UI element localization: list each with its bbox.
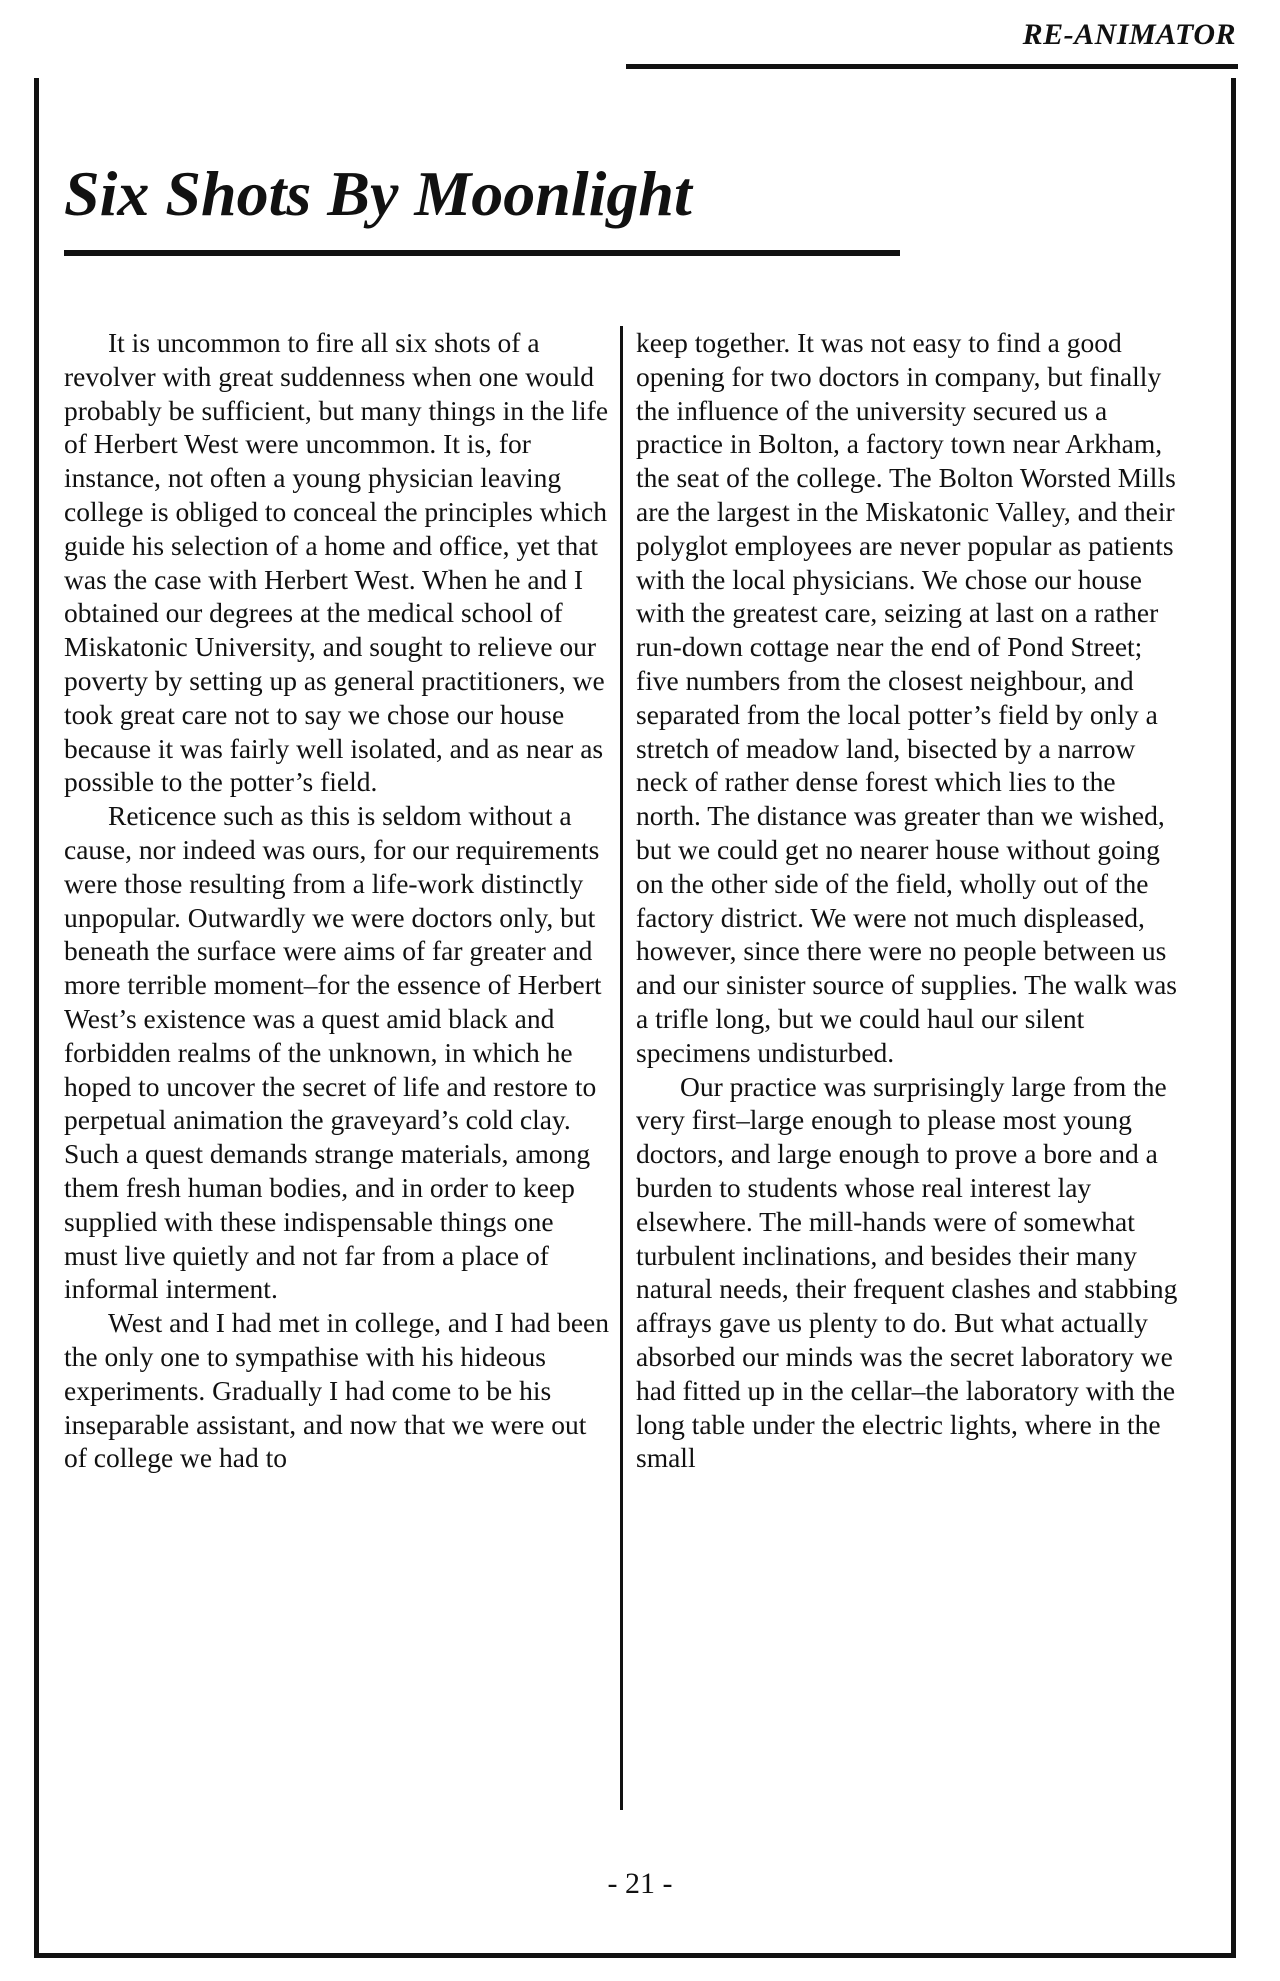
right-column — [636, 326, 1180, 1814]
paragraph: Our practice was surprisingly large from the very first–large enough to please most young doctors, and large enough to prove a bore and a burden to students whose real interest lay elsewhere. The mill-hands were of somewhat turbulent inclinations, and besides their many natural needs, their frequent clashes and stabbing affrays gave us plenty to do. But what actually absorbed our minds was the secret laboratory we had fitted up in the cellar–the laboratory with the long table under the electric lights, where in the small — [636, 1070, 1178, 1474]
paragraph: West and I had met in college, and I had been the only one to sympathise with his hideous experiments. Gradually I had come to be his inseparable assistant, and now that we were out of college we had to — [64, 1307, 610, 1474]
header-rule — [626, 64, 1238, 69]
paragraph: keep together. It was not easy to find a good opening for two doctors in company, but finally the influence of the university secured us a practice in Bolton, a factory town near Arkham, the seat of the college. The Bolton Worsted Mills are the largest in the Miskatonic Valley, and their polyglot employees are never popular as patients with the local physicians. We chose our house with the greatest care, seizing at last on a rather run-down cottage near the end of Pond Street; five numbers from the closest neighbour, and separated from the local potter’s field by only a stretch of meadow land, bisected by a narrow neck of rather dense forest which lies to the north. The distance was greater than we wished, but we could get no nearer house without going on the other side of the field, wholly out of the factory district. We were not much displeased, however, since there were no people between us and our sinister source of supplies. The walk was a trifle long, but we could haul our silent specimens undisturbed. — [636, 327, 1177, 1068]
title-underline — [64, 250, 900, 256]
paragraph: Reticence such as this is seldom without a cause, nor indeed was ours, for our requirements were those resulting from a life-work distinctly unpopular. Outwardly we were doctors only, but beneath the surface were aims of far greater and more terrible moment–for the essence of Herbert West’s existence was a quest amid black and forbidden realms of the unknown, in which he hoped to uncover the secret of life and restore to perpetual animation the graveyard’s cold clay. Such a quest demands strange materials, among them fresh human bodies, and in order to keep supplied with these indispensable things one must live quietly and not far from a place of informal interment. — [64, 800, 602, 1305]
running-header: RE-ANIMATOR — [1022, 18, 1236, 51]
left-column — [64, 326, 610, 1814]
column-divider — [620, 326, 623, 1810]
page-number: - 21 - — [607, 1867, 673, 1900]
article-title: Six Shots By Moonlight — [64, 158, 692, 229]
paragraph: It is uncommon to fire all six shots of a revolver with great suddenness when one would probably be sufficient, but many things in the life of Herbert West were uncommon. It is, for instance, not often a young physician leaving college is obliged to conceal the principles which guide his selection of a home and office, yet that was the case with Herbert West. When he and I obtained our degrees at the medical school of Miskatonic University, and sought to relieve our poverty by setting up as general practitioners, we took great care not to say we chose our house because it was fairly well isolated, and as near as possible to the potter’s field. — [64, 327, 609, 798]
